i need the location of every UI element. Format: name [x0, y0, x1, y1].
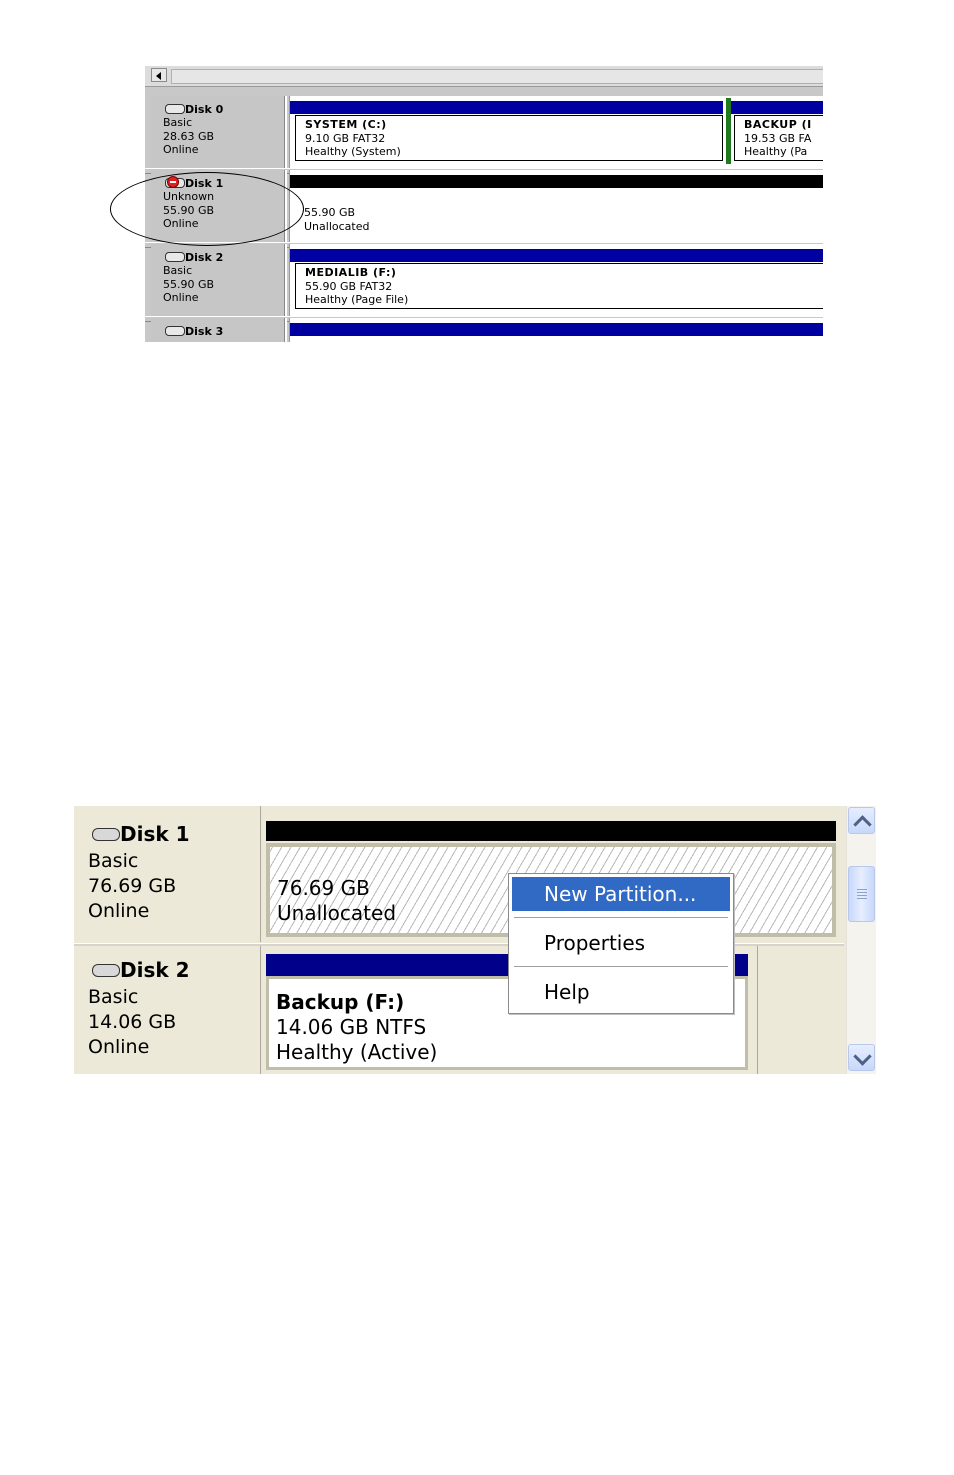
disk-status: Online: [88, 900, 150, 922]
scroll-down-button[interactable]: [848, 1044, 875, 1071]
partition-status: Healthy (Pa: [744, 145, 808, 158]
scroll-thumb[interactable]: [848, 866, 875, 922]
disk-status: Online: [88, 1036, 150, 1058]
disk-size: 28.63 GB: [163, 129, 215, 143]
partition-name: MEDIALIB (F:): [305, 266, 397, 279]
disk-size: 14.06 GB: [88, 1011, 177, 1033]
vertical-scrollbar[interactable]: [846, 806, 876, 1074]
menu-item-properties[interactable]: Properties: [544, 931, 646, 955]
partition-area: [289, 244, 823, 316]
partition-size: 9.10 GB FAT32: [305, 131, 386, 145]
partition-status: Unallocated: [304, 219, 370, 233]
disk-management-xp-panel: [74, 806, 876, 1074]
disk-icon: [163, 102, 185, 114]
partition-status: Healthy (Active): [276, 1040, 438, 1064]
disk-label-2[interactable]: [74, 946, 261, 1074]
disk-name: Disk 0: [185, 103, 224, 116]
disk-row-2[interactable]: [151, 244, 823, 316]
partition-bar: [290, 323, 823, 336]
partition-bar: [730, 101, 823, 114]
disk-label-1[interactable]: [74, 806, 261, 942]
disk-row-0[interactable]: [151, 96, 823, 168]
disk-icon: [90, 826, 120, 842]
partition-size: 76.69 GB: [277, 876, 370, 900]
disk-icon: [163, 324, 185, 336]
partition-status: Healthy (System): [305, 145, 401, 158]
disk-icon: [90, 962, 120, 978]
disk-name: Disk 1: [120, 822, 190, 846]
menu-separator: [514, 917, 728, 918]
partition-size: 55.90 GB: [304, 206, 356, 219]
disk-name: Disk 1: [185, 177, 224, 190]
disk-size: 55.90 GB: [163, 203, 215, 217]
partition-bar: [290, 101, 723, 114]
disk-type: Basic: [88, 986, 139, 1008]
context-menu: [508, 873, 734, 1014]
disk-status: Online: [163, 217, 199, 230]
partition-unallocated[interactable]: [295, 189, 823, 235]
disk-size: 76.69 GB: [88, 875, 177, 897]
partition-name: BACKUP (I: [744, 118, 812, 131]
partition-area: [289, 170, 823, 242]
disk-type: Basic: [163, 116, 193, 129]
disk-label-2[interactable]: [151, 244, 287, 316]
disk-type: Basic: [163, 264, 193, 277]
partition-backup[interactable]: [734, 115, 823, 161]
disk-label-0[interactable]: [151, 96, 287, 168]
chevron-down-icon: [853, 1047, 871, 1065]
disk-name: Disk 2: [120, 958, 190, 982]
partition-size: 55.90 GB FAT32: [305, 279, 393, 293]
scroll-track[interactable]: [171, 69, 823, 84]
scroll-left-button[interactable]: [151, 68, 167, 82]
column-divider: [757, 946, 758, 1074]
disk-icon: [163, 250, 185, 262]
menu-item-new-partition[interactable]: New Partition...: [512, 877, 730, 911]
partition-divider: [726, 98, 731, 164]
menu-separator: [514, 966, 728, 967]
disk-label-3[interactable]: [151, 318, 287, 342]
horizontal-scrollbar[interactable]: [145, 66, 823, 87]
chevron-up-icon: [853, 815, 871, 833]
partition-name: SYSTEM (C:): [305, 118, 387, 131]
partition-status: Unallocated: [277, 901, 397, 925]
partition-area: [289, 318, 823, 342]
disk-status: Online: [163, 291, 199, 304]
partition-name: Backup (F:): [276, 990, 405, 1014]
partition-size: 19.53 GB FA: [744, 131, 812, 145]
partition-bar: [266, 821, 836, 841]
menu-item-help[interactable]: Help: [544, 980, 590, 1004]
disk-name: Disk 3: [185, 325, 224, 338]
disk-row-3[interactable]: [151, 318, 823, 342]
disk-type: Unknown: [163, 190, 215, 203]
disk-size: 55.90 GB: [163, 277, 215, 291]
partition-area: [289, 96, 823, 168]
partition-system[interactable]: [295, 115, 723, 161]
partition-bar: [290, 175, 823, 188]
disk-type: Basic: [88, 850, 139, 872]
highlight-ellipse: [110, 172, 304, 246]
disk-status: Online: [163, 143, 199, 156]
partition-bar: [290, 249, 823, 262]
disk-name: Disk 2: [185, 251, 224, 264]
partition-medialib[interactable]: [295, 263, 823, 309]
scroll-up-button[interactable]: [848, 807, 875, 834]
partition-status: Healthy (Page File): [305, 293, 409, 306]
partition-size: 14.06 GB NTFS: [276, 1015, 427, 1039]
